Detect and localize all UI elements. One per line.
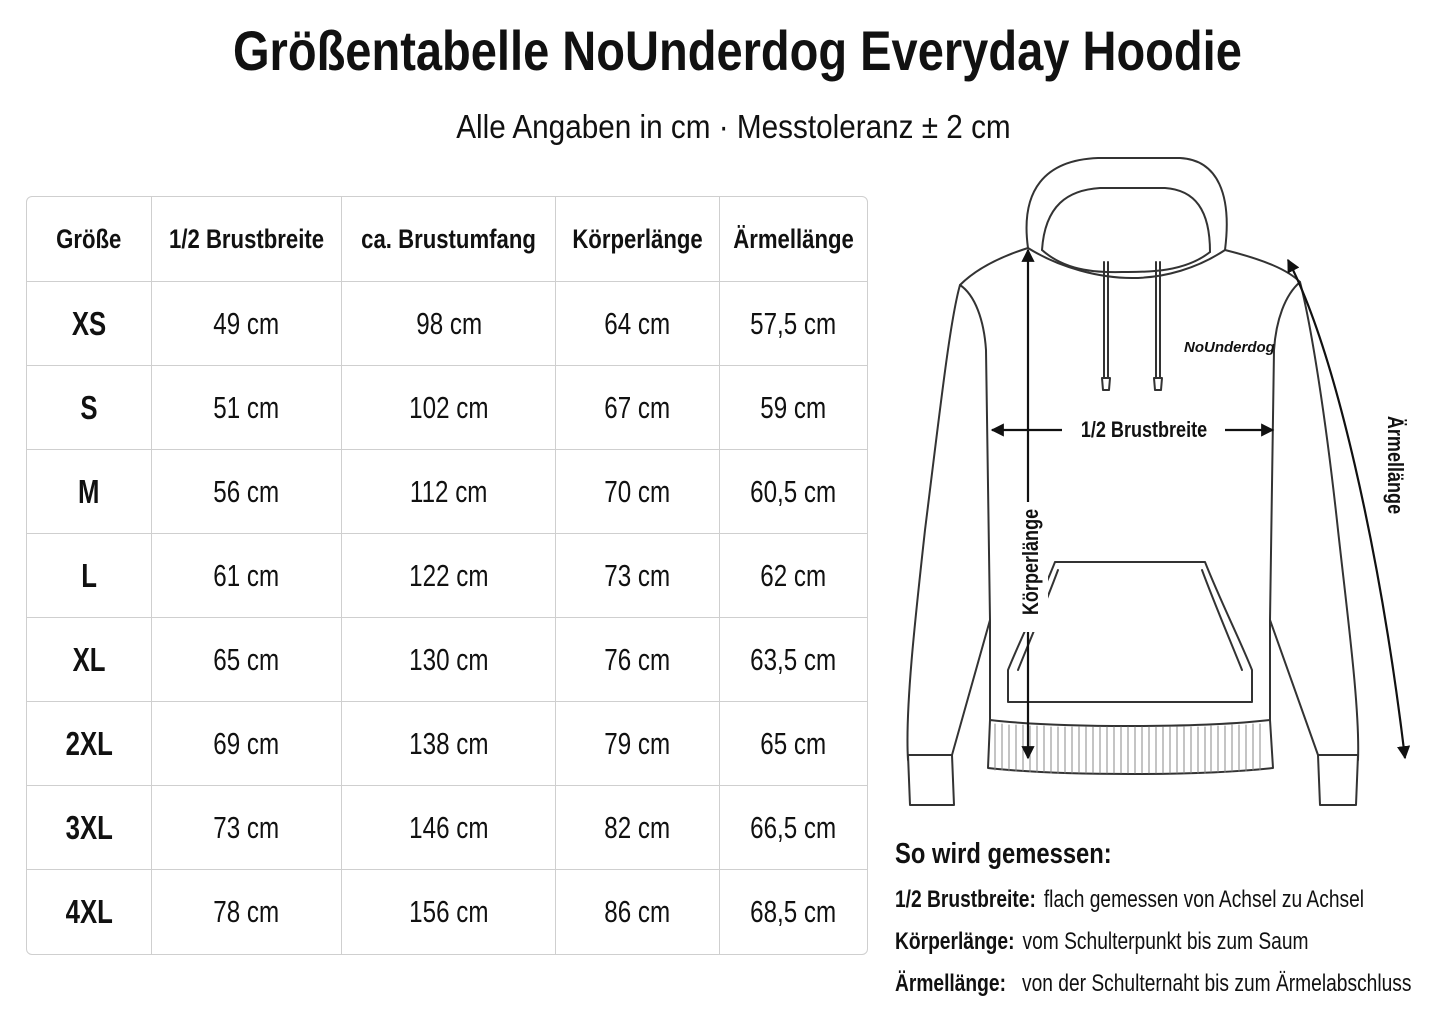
- chest-half-cell: 65 cm: [152, 618, 342, 702]
- column-header-chest-half: 1/2 Brustbreite: [152, 197, 342, 282]
- note-chest: 1/2 Brustbreite: flach gemessen von Achsel zu Achsel: [895, 886, 1365, 913]
- note-text: flach gemessen von Achsel zu Achsel: [1043, 886, 1365, 913]
- table-row: [27, 618, 867, 702]
- column-header-chest-around: ca. Brustumfang: [342, 197, 556, 282]
- chest-around-cell: 102 cm: [342, 366, 556, 450]
- body-length-cell: 64 cm: [556, 282, 720, 366]
- table-row: [27, 786, 867, 870]
- chest-around-cell: 98 cm: [342, 282, 556, 366]
- sleeve-length-cell: 57,5 cm: [720, 282, 867, 366]
- note-term: 1/2 Brustbreite: [895, 886, 1030, 913]
- drawstring-left: [1104, 262, 1108, 378]
- hood-outline: [1027, 158, 1227, 250]
- waistband: [988, 720, 1273, 774]
- size-cell: L: [27, 534, 152, 618]
- column-header-body-length: Körperlänge: [556, 197, 720, 282]
- chest-half-cell: 61 cm: [152, 534, 342, 618]
- body-length-cell: 70 cm: [556, 450, 720, 534]
- page-subtitle: Alle Angaben in cm · Messtoleranz ± 2 cm: [456, 108, 1011, 145]
- page-title: Größentabelle NoUnderdog Everyday Hoodie: [232, 19, 1242, 82]
- table-header-row: [27, 197, 867, 282]
- chest-half-cell: 49 cm: [152, 282, 342, 366]
- table-row: [27, 366, 867, 450]
- chest-half-cell: 73 cm: [152, 786, 342, 870]
- sleeve-length-cell: 68,5 cm: [750, 894, 837, 929]
- chest-half-cell: 56 cm: [152, 450, 342, 534]
- hoodie-diagram: [880, 150, 1440, 830]
- body-length-cell: 86 cm: [556, 870, 720, 954]
- size-cell: M: [27, 450, 152, 534]
- hood-opening: [1042, 188, 1210, 252]
- note-sleeve-length: Ärmellänge: von der Schulternaht bis zum Ärmelabschluss: [895, 970, 1412, 997]
- note-text: vom Schulterpunkt bis zum Saum: [1022, 928, 1309, 955]
- chest-around-cell: 138 cm: [342, 702, 556, 786]
- sleeve-length-cell: 66,5 cm: [720, 786, 867, 870]
- chest-half-cell: 78 cm: [152, 870, 342, 954]
- measurement-notes: [895, 838, 1440, 1005]
- drawstring-right: [1156, 262, 1160, 378]
- table-row: [27, 282, 867, 366]
- table-row: [27, 534, 867, 618]
- size-cell: XS: [27, 282, 152, 366]
- chest-around-cell: 112 cm: [342, 450, 556, 534]
- cuff-left: [908, 755, 954, 805]
- table-row: [27, 450, 867, 534]
- notes-title: So wird gemessen:: [895, 838, 1112, 870]
- sleeve-length-cell: 60,5 cm: [720, 450, 867, 534]
- body-length-cell: 82 cm: [556, 786, 720, 870]
- body-length-cell: 79 cm: [556, 702, 720, 786]
- table-row: [27, 702, 867, 786]
- cuff-right: [1318, 755, 1358, 805]
- chest-around-cell: 130 cm: [342, 618, 556, 702]
- size-cell: 4XL: [27, 870, 152, 954]
- sleeve-length-cell: 59 cm: [720, 366, 867, 450]
- chest-around-cell: 122 cm: [342, 534, 556, 618]
- note-text: von der Schulternaht bis zum Ärmelabschluss: [1021, 970, 1412, 997]
- body-length-label: Körperlänge: [1019, 508, 1044, 616]
- chest-half-cell: 69 cm: [152, 702, 342, 786]
- sleeve-length-cell: 63,5 cm: [720, 618, 867, 702]
- chest-around-cell: 156 cm: [342, 870, 556, 954]
- note-body-length: Körperlänge: vom Schulterpunkt bis zum Saum: [895, 928, 1309, 955]
- body-length-cell: 73 cm: [556, 534, 720, 618]
- note-term: Körperlänge: [895, 928, 1009, 955]
- note-term: Ärmellänge: [895, 970, 1000, 997]
- chest-half-cell: 51 cm: [152, 366, 342, 450]
- brand-logo-text: NoUnderdog: [1184, 339, 1275, 356]
- sleeve-length-cell: 62 cm: [720, 534, 867, 618]
- table-row: [27, 870, 867, 954]
- chest-width-label: 1/2 Brustbreite: [1080, 418, 1208, 443]
- size-cell: 3XL: [27, 786, 152, 870]
- body-length-cell: 67 cm: [556, 366, 720, 450]
- size-cell: S: [27, 366, 152, 450]
- chest-around-cell: 146 cm: [342, 786, 556, 870]
- column-header-sleeve-length: Ärmellänge: [720, 197, 867, 282]
- size-cell: 2XL: [27, 702, 152, 786]
- size-cell: XL: [27, 618, 152, 702]
- body-length-cell: 76 cm: [556, 618, 720, 702]
- size-table: [26, 196, 868, 955]
- sleeve-length-cell: 65 cm: [720, 702, 867, 786]
- column-header-size: Größe: [27, 197, 152, 282]
- sleeve-length-label: Ärmellänge: [1382, 415, 1407, 515]
